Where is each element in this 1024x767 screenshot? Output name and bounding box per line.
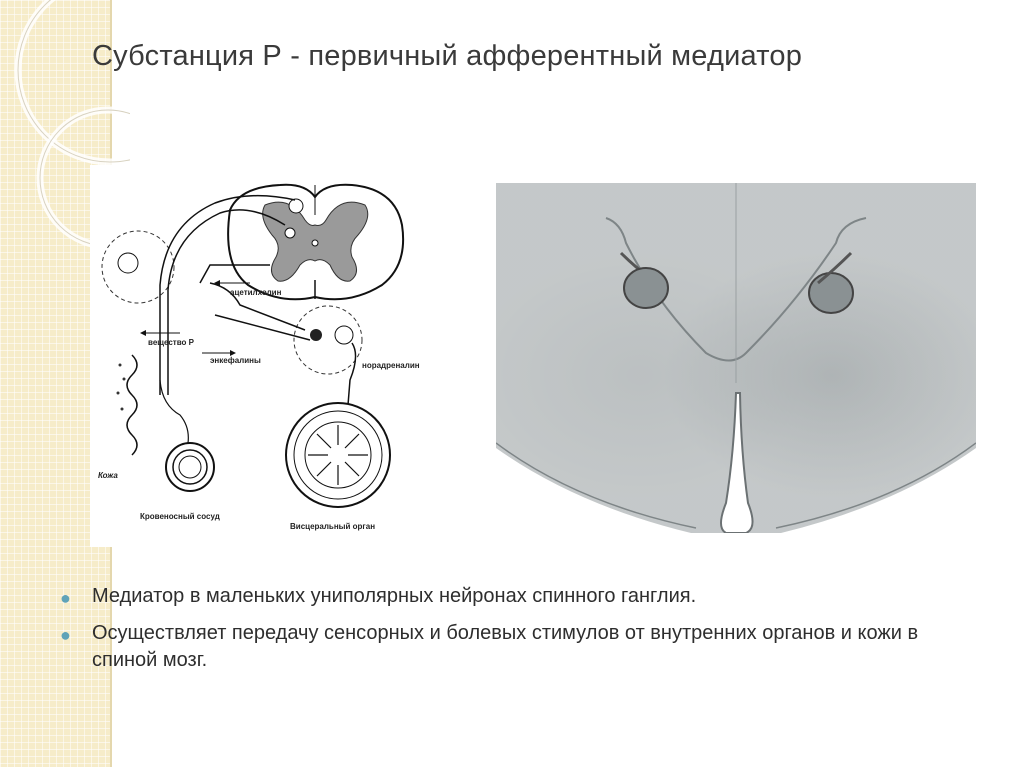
bullet-text: Медиатор в маленьких униполярных нейронах спинного ганглия.: [92, 585, 697, 607]
circle-bullet-icon: ●: [60, 588, 71, 608]
label-skin: Кожа: [98, 471, 118, 480]
bullet-text: Осуществляет передачу сенсорных и болевых стимулов от внутренних органов и кожи в спиной мозг.: [92, 622, 919, 671]
label-substance-p: вещество Р: [148, 338, 194, 347]
label-acetylcholine: ацетилхолин: [230, 288, 282, 297]
label-noradrenaline: норадреналин: [362, 361, 420, 370]
slide-title: Субстанция Р - первичный афферентный медиатор: [92, 40, 803, 72]
neural-pathway-diagram: [90, 165, 420, 547]
bullet-item: [60, 620, 960, 674]
label-blood-vessel: Кровеносный сосуд: [140, 512, 220, 521]
circle-bullet-icon: ●: [60, 625, 71, 645]
label-enkephalins: энкефалины: [210, 356, 261, 365]
spinal-cord-micrograph: [496, 183, 976, 533]
bullet-list: [60, 583, 960, 684]
bullet-item: [60, 583, 960, 610]
label-visceral-organ: Висцеральный орган: [290, 522, 376, 531]
spinal-cord-section: [228, 185, 403, 300]
